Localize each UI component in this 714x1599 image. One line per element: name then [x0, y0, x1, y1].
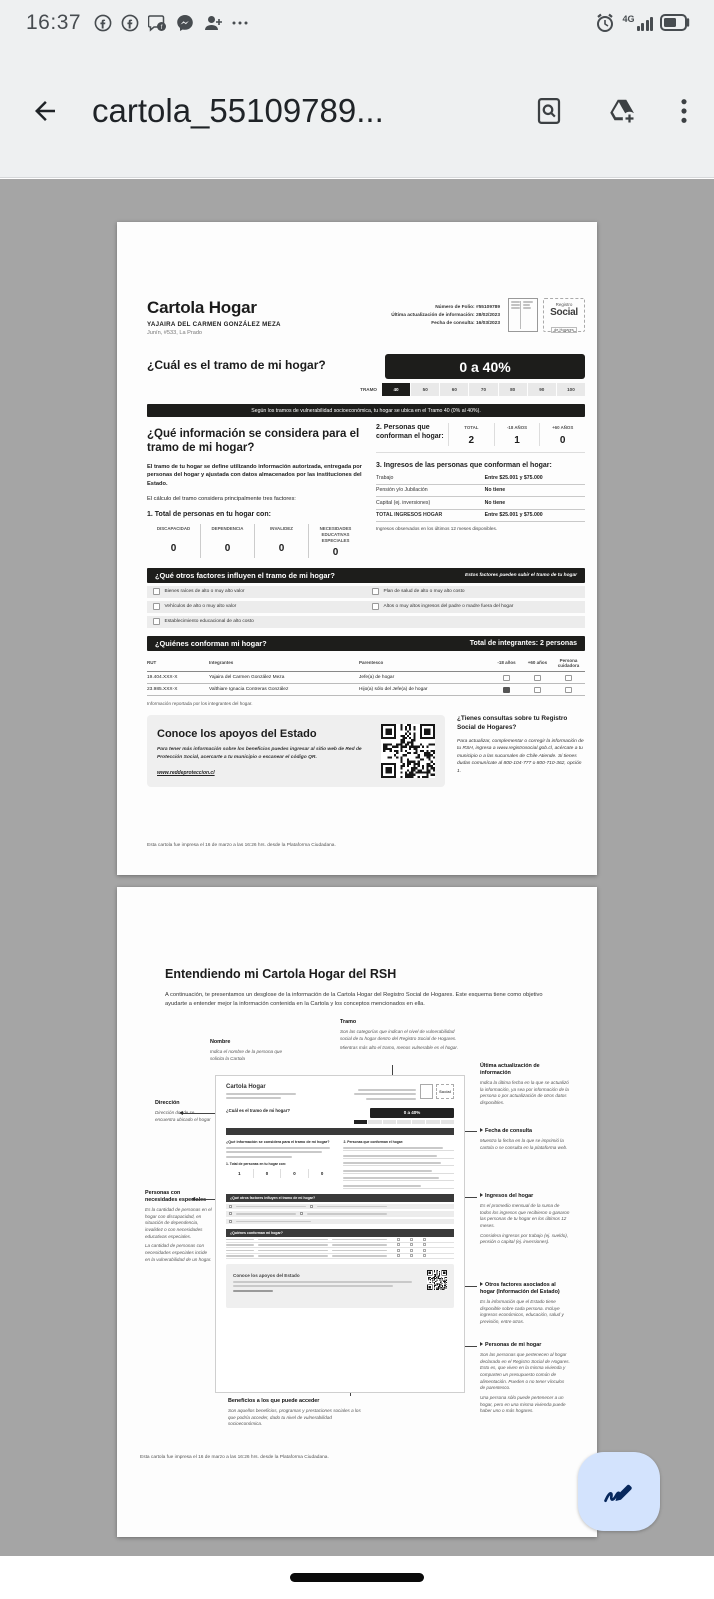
- folio-meta: [391, 304, 500, 336]
- annotation-personas-hogar: Personas de mi hogar Son las personas que pertenecen al hogar declarado en el Registro Social de Hogares. Esto es, que viven en la misma vivienda y comparten un presupuesto común de alimentación. Pueden o no tener vínculos de parentesco. Una persona sólo puede pertenecer a un hogar, pero en una misma vivienda puede haber uno o más hogares.: [480, 1342, 570, 1414]
- tramo-scale: [345, 383, 585, 396]
- holder-name: YAJAIRA DEL CARMEN GONZÁLEZ MEZA: [147, 321, 281, 328]
- income-label: Trabajo: [376, 474, 394, 481]
- clock-time: 16:37: [26, 10, 82, 34]
- annotation-tramo: Tramo Son las categorías que indican el nivel de vulnerabilidad social de tu hogar dentro del Registro Social de Hogares. Mientras más alto el tramo, menos vulnerable es el hogar.: [340, 1019, 459, 1051]
- factor1-title: 1. Total de personas en tu hogar con:: [147, 511, 271, 519]
- annotation-ingresos: Ingresos del hogar Es el promedio mensual de la suma de todos los ingresos que recibieron o ganaron las personas de tu hogar en los últimos 12 meses. Considera ingresos por trabajo (ej. sueldo), pensión o capital (ej. inversiones).: [480, 1193, 570, 1245]
- annotation-otros-factores: Otros factores asociados al hogar (Información del Estado) Es la información que el Estado tiene disponible sobre cada persona. Incluye ingresos económicos, educación, salud y previsión, entre otras.: [480, 1282, 564, 1324]
- tramo-value-box: 0 a 40%: [385, 354, 585, 379]
- mini-cartola-diagram: [215, 1075, 465, 1393]
- ingresos-title: 3. Ingresos de las personas que conforman el hogar:: [376, 462, 552, 469]
- add-to-drive-button[interactable]: [598, 88, 646, 134]
- registro-social-logo: Registro Social de Hogares: [543, 298, 585, 332]
- state-support-box: [147, 715, 445, 787]
- other-factors-heading: ¿Qué otros factores influyen el tramo de mi hogar?: [155, 570, 335, 580]
- checkbox-icon: [565, 675, 572, 682]
- checkbox-icon: [153, 603, 160, 610]
- personas-title: 2. Personas que conforman el hogar:: [376, 424, 444, 441]
- facebook-icon: [121, 14, 139, 32]
- income-value: Entre $25.001 y $75.000: [484, 474, 543, 481]
- members-note: Información reportada por los integrantes del hogar.: [147, 701, 253, 707]
- col-header: -18 años: [497, 660, 516, 666]
- mini-banner: [226, 1128, 454, 1135]
- factor-row: [147, 601, 585, 613]
- factor-label: Establecimiento educacional de alto costo: [164, 619, 254, 625]
- col-header: DEPENDENCIA: [211, 526, 244, 532]
- mini-tramo-question: ¿Cuál es el tramo de mi hogar?: [226, 1107, 290, 1113]
- income-label: Capital (ej. inversiones): [376, 499, 431, 506]
- page-1[interactable]: [117, 222, 597, 875]
- mini-info-heading: ¿Qué información se considera para el tramo de mi hogar?: [226, 1139, 330, 1144]
- svg-text:f: f: [160, 23, 163, 31]
- factor-label: Bienes raíces de alto o muy alto valor: [164, 589, 245, 595]
- col-value: 2: [468, 435, 475, 446]
- col-header: +60 AÑOS: [552, 425, 574, 430]
- col-value: 0: [559, 435, 566, 446]
- checkbox-icon: [372, 603, 379, 610]
- mini-other-factors-bar: ¿Qué otros factores influyen el tramo de mi hogar?: [226, 1194, 454, 1202]
- annotation-beneficios: Beneficios a los que puede acceder Son aquellos beneficios, programas y prestaciones sociales a los que podría acceder, dado tu nivel de vulnerabilidad socioeconómica.: [228, 1398, 361, 1427]
- mini-support-box: [226, 1264, 454, 1308]
- page2-title: Entendiendo mi Cartola Hogar del RSH: [165, 967, 397, 981]
- income-total-value: Entre $25.001 y $75.000: [484, 512, 543, 519]
- tramo-scale-label: TRAMO: [360, 387, 377, 392]
- mini-members-bar: ¿Quiénes conforman mi hogar?: [226, 1229, 454, 1237]
- tramo-scale-cell: 50: [411, 383, 439, 396]
- checkbox-icon: [534, 675, 541, 682]
- member-relation: Jefe(a) de hogar: [359, 675, 395, 681]
- special-needs-table: [147, 524, 362, 557]
- signature-pen-icon: [600, 1473, 638, 1511]
- member-rut: 23.985.XXX-X: [147, 687, 178, 693]
- overflow-menu-button[interactable]: [672, 89, 696, 133]
- member-name: Valthiare Ignacia Contreras González: [209, 687, 289, 693]
- income-label: Pensión y/o Jubilación: [376, 487, 428, 494]
- support-body: Para tener más información sobre los beneficios puedes ingresar al sitio web de Red de Protección Social, acercarte a tu municipio o escanear el código QR.: [157, 747, 362, 760]
- gesture-bar: [0, 1556, 714, 1599]
- person-add-icon: [203, 14, 223, 32]
- checkbox-icon: [153, 618, 160, 625]
- members-table: [147, 655, 585, 697]
- consult-date: Fecha de consulta: 16/03/2023: [431, 321, 500, 327]
- annotate-fab[interactable]: [578, 1452, 660, 1531]
- info-paragraph: El tramo de tu hogar se define utilizando información autorizada, entregada por personas del hogar y ajustada con datos almacenados por las instituciones del Estado.: [147, 463, 362, 487]
- checkbox-icon: [565, 687, 572, 694]
- facebook-icon: [94, 14, 112, 32]
- checkbox-icon: [503, 675, 510, 682]
- home-indicator[interactable]: [290, 1573, 424, 1582]
- table-row: [147, 672, 585, 684]
- info-paragraph-2: El cálculo del tramo considera principalmente tres factores:: [147, 496, 296, 503]
- qr-code: [427, 1270, 447, 1290]
- table-row: [147, 684, 585, 696]
- arrow-icon: [480, 1193, 483, 1197]
- page2-intro: A continuación, te presentamos un desglose de la información de la Cartola Hogar del Registro Social de Hogares. Este esquema tiene como objetivo ayudarte a entender mejor la información contenida en la Cartola y los conceptos mencionados en ella.: [165, 992, 543, 1008]
- mini-value: 1: [226, 1169, 254, 1178]
- folio-number: Número de Folio: #55109789: [435, 305, 500, 310]
- factor-label: Vehículos de alto o muy alto valor: [164, 604, 237, 610]
- consultas-body: Para actualizar, complementar o corregir la información de tu RSH, ingresa a www.registrosocial.gob.cl, acércate a tu municipio o a las sucursales de Chile Atiende. Si tienes dudas comunícate al 800-104-777 o 800-710-362, opción 1.: [457, 738, 584, 774]
- col-header: +60 años: [527, 660, 548, 666]
- support-heading: Conoce los apoyos del Estado: [157, 728, 317, 741]
- col-header: NECESIDADES EDUCATIVAS ESPECIALES: [319, 526, 352, 543]
- mini-factor1: 1. Total de personas en tu hogar con:: [226, 1161, 287, 1166]
- updated-date: Última actualización de información: 28/02/2023: [391, 313, 500, 319]
- members-heading: ¿Quiénes conforman mi hogar?: [155, 638, 267, 648]
- app-bar: [0, 45, 714, 178]
- annotation-necesidades: Personas con necesidades especiales Es la cantidad de personas en el hogar con discapacidad, en situación de dependencia, invalidez o con necesidades educativas especiales. La cantidad de personas con necesidades especiales incide en la vulnerabilidad de un hogar.: [145, 1190, 212, 1262]
- tramo-banner: Según los tramos de vulnerabilidad socioeconómica, tu hogar se ubica en el Tramo 40 (0% al 40%).: [147, 404, 585, 417]
- more-icon: [232, 20, 248, 26]
- government-logo: [420, 1084, 433, 1099]
- page1-footer: Esta cartola fue impresa el 16 de marzo a las 16:26 hrs. desde la Plataforma Ciudadana.: [147, 843, 336, 848]
- search-in-document-button[interactable]: [526, 88, 572, 134]
- page-2[interactable]: [117, 887, 597, 1537]
- members-total: Total de integrantes: 2 personas: [469, 639, 577, 647]
- other-factors-note: Estos factores pueden subir el tramo de tu hogar: [465, 572, 577, 578]
- member-relation: Hijo(a) sólo del Jefe(a) de hogar: [359, 687, 428, 693]
- tramo-scale-cell: 60: [440, 383, 468, 396]
- income-table: [376, 472, 585, 522]
- col-header: Persona cuidadora: [557, 657, 580, 668]
- col-value: 0: [170, 543, 177, 555]
- mini-cartola-title: Cartola Hogar: [226, 1084, 266, 1090]
- income-value: No tiene: [484, 487, 506, 494]
- qr-code: [381, 724, 435, 778]
- member-rut: 19.404.XXX-X: [147, 675, 178, 681]
- checkbox-icon: [534, 687, 541, 694]
- factor-row: [147, 586, 585, 598]
- document-title: cartola_55109789...: [92, 92, 384, 129]
- cartola-header: [147, 298, 585, 336]
- tramo-scale-cell: 40: [382, 383, 410, 396]
- col-header: DISCAPACIDAD: [156, 526, 191, 532]
- household-count-table: [376, 423, 585, 453]
- consultas-heading: ¿Tienes consultas sobre tu Registro Social de Hogares?: [457, 715, 568, 731]
- member-name: Yajaira del Carmen González Meza: [209, 675, 285, 681]
- tramo-scale-cell: 90: [528, 383, 556, 396]
- support-link[interactable]: www.reddeproteccion.cl: [157, 770, 215, 777]
- connector-arrow: [179, 1111, 183, 1115]
- col-value: 0: [224, 543, 231, 555]
- back-button[interactable]: [22, 88, 68, 134]
- tramo-scale-cell: 100: [557, 383, 585, 396]
- annotation-ultima-actualizacion: Última actualización de información Indica la última fecha en la que se actualizó la información, ya sea por información de la persona o por actualización de otros datos disponibles.: [480, 1063, 569, 1105]
- mini-value: 0: [281, 1169, 309, 1178]
- members-bar: [147, 636, 585, 651]
- income-note: Ingresos observados en los últimos 12 meses disponibles.: [376, 526, 498, 531]
- income-value: No tiene: [484, 499, 506, 506]
- col-header: Parentesco: [359, 660, 384, 666]
- factor-label: Plan de salud de alto o muy alto costo: [383, 589, 465, 595]
- tramo-question: ¿Cuál es el tramo de mi hogar?: [147, 358, 326, 372]
- checkbox-icon: [153, 588, 160, 595]
- annotation-fecha-consulta: Fecha de consulta Muestra la fecha en la que se imprimió la cartola o se consulta en la plataforma web.: [480, 1128, 568, 1150]
- chat-icon: [148, 14, 167, 32]
- mini-tramo-value: 0 a 40%: [370, 1108, 454, 1118]
- arrow-icon: [480, 1342, 483, 1346]
- col-header: TOTAL: [464, 425, 479, 430]
- cartola-title: Cartola Hogar: [147, 298, 257, 317]
- registro-social-logo: Social: [436, 1084, 454, 1099]
- tramo-scale-cell: 70: [469, 383, 497, 396]
- status-bar: [0, 0, 714, 45]
- mini-personas-title: 2. Personas que conforman el hogar:: [343, 1139, 404, 1144]
- battery-icon: [660, 14, 690, 31]
- arrow-icon: [480, 1128, 483, 1132]
- annotation-direccion: Dirección Dirección donde se encuentra ubicado el hogar: [155, 1100, 211, 1122]
- signal-4g-icon: 4G: [622, 15, 653, 31]
- checkbox-icon: [503, 687, 510, 694]
- col-header: -18 AÑOS: [506, 425, 528, 430]
- mini-value: 0: [254, 1169, 282, 1178]
- col-value: 0: [278, 543, 285, 555]
- info-heading: ¿Qué información se considera para el tramo de mi hogar?: [147, 428, 360, 455]
- government-logo: [508, 298, 538, 332]
- mini-value: 0: [320, 1170, 324, 1176]
- page2-footer: Esta cartola fue impresa el 16 de marzo a las 16:26 hrs. desde la Plataforma Ciudadana.: [140, 1455, 329, 1460]
- factor-label: Altos o muy altos ingresos del padre o madre fuera del hogar: [383, 604, 514, 610]
- annotation-nombre: Nombre Indica el nombre de la persona que solicita la Cartola: [210, 1039, 283, 1061]
- income-total-label: TOTAL INGRESOS HOGAR: [376, 512, 443, 519]
- connector-arrow: [191, 1197, 195, 1201]
- arrow-icon: [480, 1282, 483, 1286]
- messenger-icon: [176, 14, 194, 32]
- factor-row: [147, 616, 585, 628]
- holder-address: Junín, #533, La Prado: [147, 330, 203, 336]
- col-value: 0: [332, 546, 339, 558]
- col-header: Integrantes: [209, 660, 234, 666]
- checkbox-icon: [372, 588, 379, 595]
- pdf-viewer[interactable]: [0, 179, 714, 1556]
- col-header: RUT: [147, 660, 157, 666]
- mini-support-heading: Conoce los apoyos del Estado: [233, 1273, 300, 1278]
- col-value: 1: [514, 435, 520, 446]
- col-header: INVALIDEZ: [270, 526, 293, 532]
- alarm-icon: [595, 13, 615, 33]
- tramo-scale-cell: 80: [499, 383, 527, 396]
- other-factors-bar: [147, 568, 585, 583]
